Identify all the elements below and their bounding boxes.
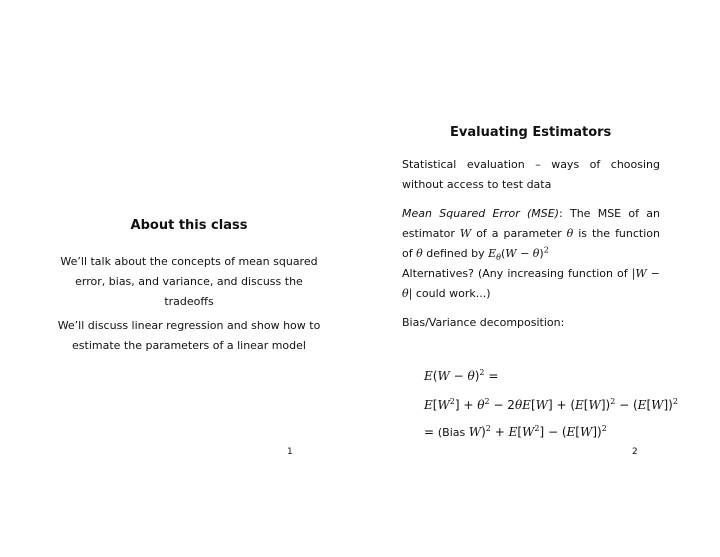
right-page [360, 0, 720, 557]
section-title: Evaluating Estimators [450, 125, 612, 140]
mse-formula: $E_\theta(W - \theta)^2$ [488, 245, 549, 263]
paragraph-regression: We’ll discuss linear regression and show how to estimate the parameters of a linear model [57, 319, 321, 352]
mse-label: Mean Squared Error (MSE) [402, 207, 559, 220]
paragraph-alternatives: Alternatives? (Any increasing function of |W − θ| could work...) [402, 267, 660, 300]
equation-line-2: $E[W^2] + \theta^2 - 2\theta E[W] + (E[W])^2 - (E[W])^2$ [424, 397, 678, 412]
equation-line-1: $E(W - \theta)^2$ = [424, 368, 499, 383]
paragraph-bias-variance: Bias/Variance decomposition: [402, 316, 565, 329]
page-title: About this class [130, 218, 248, 233]
paragraph-mse-definition: Mean Squared Error (MSE): The MSE of an estimator W of a parameter θ is the function of θ defined by $E_\theta(W - \theta)^2$ [402, 207, 660, 263]
equation-line-3: = (Bias $W)^2 + E[W^2] - (E[W])^2$ [424, 424, 607, 439]
paragraph-statistical-evaluation: Statistical evaluation – ways of choosing without access to test data [402, 158, 660, 191]
page-number: 2 [632, 447, 638, 457]
page-number: 1 [287, 447, 293, 457]
paragraph-concepts: We’ll talk about the concepts of mean squared error, bias, and variance, and discuss the tradeoffs [60, 255, 318, 308]
